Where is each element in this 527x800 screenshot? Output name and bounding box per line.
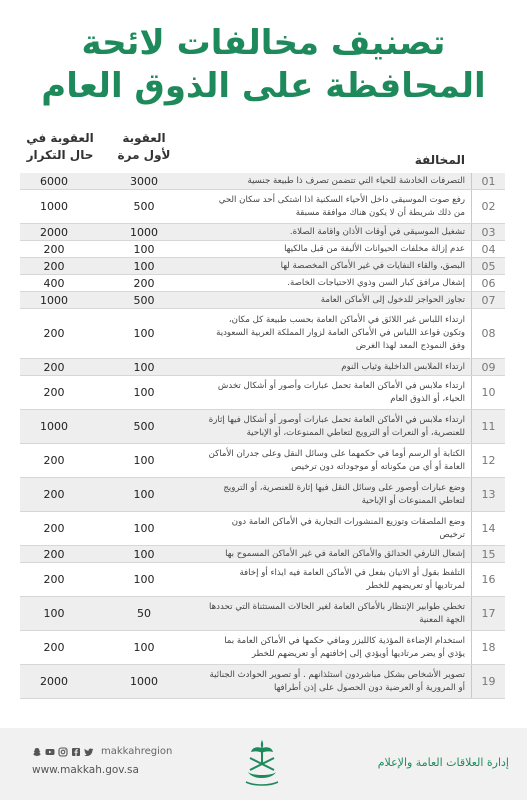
- row-number: 16: [471, 563, 505, 596]
- website-link[interactable]: www.makkah.gov.sa: [32, 764, 139, 776]
- header-repeat-penalty: العقوبة في حال التكرار: [26, 131, 94, 162]
- row-number: 10: [471, 376, 505, 409]
- violation-text: تصوير الأشخاص بشكل مباشردون استئذانهم . أو تصوير الحوادث الجنائية أو المرورية أو العرضية دون الحصول على إذن أطرافها: [209, 669, 465, 693]
- repeat-penalty: 200: [43, 522, 65, 535]
- repeat-penalty: 200: [43, 327, 65, 340]
- first-penalty: 500: [133, 293, 155, 307]
- table-row: [20, 292, 505, 309]
- table-row: [20, 478, 505, 512]
- table-row: [20, 173, 505, 190]
- table-row: [20, 444, 505, 478]
- violation-text: تخطي طوابير الإنتظار بالأماكن العامة لغير الحالات المستثناة التي تحددها الجهة المعنية: [209, 601, 465, 625]
- first-penalty: 100: [133, 386, 155, 399]
- table-row: [20, 359, 505, 376]
- first-penalty: 50: [137, 607, 151, 620]
- violation-text: رفع صوت الموسيقى داخل الأحياء السكنية اذا اشتكى أحد سكان الحي من ذلك شريطة أن لا يكون هناك موافقة مسبقة: [218, 194, 465, 218]
- violation-text: الكتابة أو الرسم أوما في حكمهما على وسائل النقل وعلى جدران الأماكن العامة أو أي من مكوناته أو موجوداته دون ترخيص: [208, 448, 465, 472]
- first-penalty: 3000: [130, 174, 158, 188]
- repeat-penalty: 1000: [40, 420, 68, 433]
- violation-text: ارتداء ملابس في الأماكن العامة تحمل عبارات وأصور أو أشكال تخدش الحياء، أو الذوق العام: [217, 380, 465, 404]
- social-links: [32, 746, 172, 757]
- violation-text: تجاوز الحواجز للدخول إلى الأماكن العامة: [320, 294, 465, 305]
- social-handle: makkahregion: [101, 746, 173, 757]
- header-violation: المخالفة: [414, 153, 465, 167]
- repeat-penalty: 200: [43, 641, 65, 654]
- first-penalty: 100: [133, 488, 155, 501]
- table-row: [20, 190, 505, 224]
- table-row: [20, 275, 505, 292]
- row-number: 13: [471, 478, 505, 511]
- department-name: إدارة العلاقات العامة والإعلام: [377, 756, 509, 769]
- table-row: [20, 309, 505, 359]
- violation-text: إشعال النارفي الحدائق والأماكن العامة في غير الأماكن المسموح بها: [225, 548, 465, 559]
- first-penalty: 500: [133, 200, 155, 213]
- violation-text: البصق، والقاء النفايات في غير الأماكن المخصصة لها: [280, 260, 465, 271]
- row-number: 01: [471, 173, 505, 189]
- first-penalty: 100: [133, 327, 155, 340]
- facebook-icon[interactable]: [71, 747, 81, 757]
- repeat-penalty: 200: [43, 573, 65, 586]
- footer: [0, 728, 527, 800]
- violation-text: وضع الملصقات وتوزيع المنشورات التجارية في الأماكن العامة دون ترخيص: [231, 516, 465, 540]
- row-number: 04: [471, 241, 505, 257]
- repeat-penalty: 6000: [40, 174, 68, 188]
- repeat-penalty: 1000: [40, 200, 68, 213]
- table-row: [20, 410, 505, 444]
- row-number: 18: [471, 631, 505, 664]
- row-number: 08: [471, 309, 505, 358]
- table-row: [20, 546, 505, 563]
- violation-text: ارتداء الملابس الداخلية وثياب النوم: [341, 361, 465, 372]
- table-row: [20, 512, 505, 546]
- repeat-penalty: 200: [43, 259, 65, 273]
- row-number: 07: [471, 292, 505, 308]
- twitter-icon[interactable]: [84, 747, 94, 757]
- repeat-penalty: 100: [43, 607, 65, 620]
- first-penalty: 100: [133, 573, 155, 586]
- row-number: 19: [471, 665, 505, 698]
- violation-text: ارتداء اللباس غير اللائق في الأماكن العامة بحسب طبيعة كل مكان، وتكون قواعد اللباس في الأماكن العامة لزوار المملكة العربية السعودية وفق النموذج المعد لهذا الغرض: [216, 315, 465, 351]
- violation-text: عدم إزالة مخلفات الحيوانات الأليفة من قبل مالكيها: [284, 243, 465, 254]
- repeat-penalty: 200: [43, 242, 65, 256]
- table-row: [20, 224, 505, 241]
- row-number: 02: [471, 190, 505, 223]
- row-number: 14: [471, 512, 505, 545]
- header-first-penalty: العقوبة لأول مرة: [117, 131, 171, 162]
- violation-text: التصرفات الخادشة للحياء التي تتضمن تصرف ذا طبيعة جنسية: [247, 175, 465, 186]
- saudi-emblem-icon: [232, 734, 292, 794]
- row-number: 03: [471, 224, 505, 240]
- repeat-penalty: 400: [43, 276, 65, 290]
- table-row: [20, 241, 505, 258]
- first-penalty: 100: [133, 242, 155, 256]
- title-line-2: المحافظة على الذوق العام: [41, 66, 486, 106]
- violation-text: التلفظ بقول أو الاتيان بفعل في الأماكن العامة فيه ايذاء أو إخافة لمرتاديها أو تعريضهم للخطر: [239, 567, 465, 591]
- repeat-penalty: 200: [43, 454, 65, 467]
- row-number: 09: [471, 359, 505, 375]
- table-row: [20, 258, 505, 275]
- violation-text: وضع عبارات أوصور على وسائل النقل فيها إثارة للعنصرية، أو الترويج لتعاطي الممنوعات أو الإباحية: [223, 482, 465, 506]
- table-row: [20, 597, 505, 631]
- violation-text: استخدام الإضاءة المؤذية كالليزر ومافي حكمها في الأماكن العامة بما يؤذي أو يضر مرتاديها أويؤدي إلى إخافتهم أو تعريضهم للخطر: [224, 635, 465, 659]
- repeat-penalty: 200: [43, 547, 65, 561]
- repeat-penalty: 1000: [40, 293, 68, 307]
- title-line-1: تصنيف مخالفات لائحة: [81, 23, 446, 63]
- first-penalty: 100: [133, 547, 155, 561]
- row-number: 17: [471, 597, 505, 630]
- first-penalty: 100: [133, 360, 155, 374]
- first-penalty: 1000: [130, 225, 158, 239]
- table-row: [20, 665, 505, 699]
- row-number: 15: [471, 546, 505, 562]
- instagram-icon[interactable]: [58, 747, 68, 757]
- violation-text: ارتداء ملابس في الأماكن العامة تحمل عبارات أوصور أو أشكال فيها إثارة للعنصرية، أو النعرات أو الترويج لتعاطي الممنوعات، أو الإباحية: [208, 414, 465, 438]
- violations-table: [20, 173, 505, 699]
- repeat-penalty: 200: [43, 386, 65, 399]
- first-penalty: 100: [133, 454, 155, 467]
- table-row: [20, 563, 505, 597]
- first-penalty: 100: [133, 522, 155, 535]
- page-title: [0, 22, 527, 108]
- first-penalty: 500: [133, 420, 155, 433]
- violation-text: تشغيل الموسيقى في أوقات الأذان واقامة الصلاة.: [289, 226, 465, 237]
- first-penalty: 200: [133, 276, 155, 290]
- repeat-penalty: 200: [43, 488, 65, 501]
- repeat-penalty: 200: [43, 360, 65, 374]
- first-penalty: 100: [133, 259, 155, 273]
- snapchat-icon[interactable]: [32, 747, 42, 757]
- row-number: 11: [471, 410, 505, 443]
- table-row: [20, 631, 505, 665]
- first-penalty: 100: [133, 641, 155, 654]
- table-header: [20, 128, 505, 173]
- repeat-penalty: 2000: [40, 675, 68, 688]
- row-number: 05: [471, 258, 505, 274]
- violation-text: إشغال مرافق كبار السن وذوي الاحتياجات الخاصة.: [287, 277, 465, 288]
- table-row: [20, 376, 505, 410]
- row-number: 12: [471, 444, 505, 477]
- row-number: 06: [471, 275, 505, 291]
- first-penalty: 1000: [130, 675, 158, 688]
- repeat-penalty: 2000: [40, 225, 68, 239]
- youtube-icon[interactable]: [45, 747, 55, 757]
